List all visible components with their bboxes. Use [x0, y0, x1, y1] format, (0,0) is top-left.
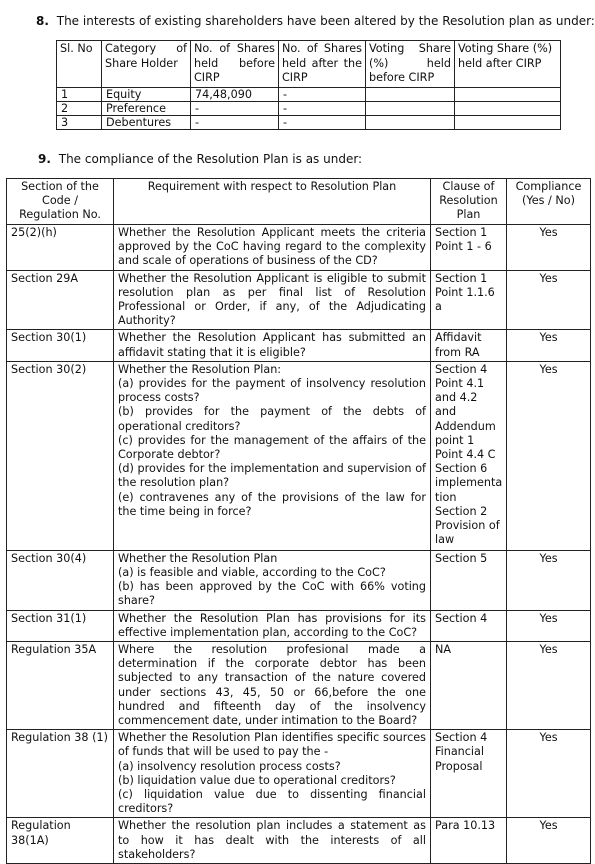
requirement-item: Whether the Resolution Plan identifies specific sources of funds that will be used to pay the -	[118, 731, 426, 759]
section-9-heading	[38, 152, 362, 166]
section-cell: Section 30(1)	[7, 330, 114, 361]
requirement-item: Whether the Resolution Plan	[118, 551, 278, 565]
clause-cell: Section 1 Point 1 - 6	[431, 225, 507, 271]
compliance-cell: Yes	[507, 225, 591, 271]
shareholders-table	[56, 40, 561, 130]
compliance-cell: Yes	[507, 610, 591, 641]
requirement-item: (a) provides for the payment of insolvency resolution process costs?	[118, 377, 426, 405]
header-section: Section of the Code / Regulation No.	[7, 179, 114, 225]
compliance-row	[7, 818, 591, 864]
section-cell: Section 30(2)	[7, 361, 114, 550]
header-clause: Clause of Resolution Plan	[431, 179, 507, 225]
shares-before-cell: -	[191, 102, 279, 116]
requirement-cell: Where the resolution profesional made a determination if the corporate debtor has been subjected to any transaction of the nature covered under sections 43, 45, 50 or 66,before the one hundred and fifteenth day of the insolvency commencement date, under intimation to the Board?	[114, 642, 431, 730]
requirement-cell: Whether the Resolution Plan has provisions for its effective implementation plan, according to the CoC?	[114, 610, 431, 641]
shares-after-cell: -	[279, 102, 366, 116]
compliance-cell: Yes	[507, 330, 591, 361]
header-shares-before: No. of Shares held before CIRP	[191, 41, 279, 88]
requirement-item: (d) provides for the implementation and supervision of the resolution plan?	[118, 462, 426, 490]
requirement-item: (a) insolvency resolution process costs?	[118, 759, 341, 773]
section-9-number: 9.	[38, 152, 51, 166]
compliance-header-row	[7, 179, 591, 225]
requirement-cell: Whether the Resolution Applicant is eligible to submit resolution plan as per final list of Resolution Professional or Order, if any, of the Adjudicating Authority?	[114, 270, 431, 330]
compliance-cell: Yes	[507, 361, 591, 550]
shares-after-cell: -	[279, 88, 366, 102]
requirement-item: (c) provides for the management of the affairs of the Corporate debtor?	[118, 433, 426, 462]
clause-cell: Section 1 Point 1.1.6 a	[431, 270, 507, 330]
section-8-heading	[36, 14, 595, 28]
compliance-row	[7, 610, 591, 641]
compliance-cell: Yes	[507, 270, 591, 330]
requirement-item: (c) liquidation value due to dissenting financial creditors?	[118, 788, 426, 816]
section-cell: Section 30(4)	[7, 550, 114, 610]
voting-after-cell	[455, 88, 561, 102]
requirement-item: (b) has been approved by the CoC with 66% voting share?	[118, 580, 426, 608]
header-compliance: Compliance (Yes / No)	[507, 179, 591, 225]
requirement-cell: Whether the resolution plan includes a statement as to how it has dealt with the interests of all stakeholders?	[114, 818, 431, 864]
compliance-row	[7, 730, 591, 818]
category-cell: Equity	[102, 88, 191, 102]
shareholder-row	[57, 116, 561, 130]
compliance-row	[7, 550, 591, 610]
requirement-item: Whether the Resolution Plan:	[118, 362, 282, 376]
clause-cell: Section 4	[431, 610, 507, 641]
compliance-row	[7, 361, 591, 550]
clause-cell: Affidavit from RA	[431, 330, 507, 361]
compliance-cell: Yes	[507, 730, 591, 818]
compliance-row	[7, 642, 591, 730]
header-sl-no: Sl. No	[57, 41, 102, 88]
clause-cell: NA	[431, 642, 507, 730]
section-8-title: The interests of existing shareholders have been altered by the Resolution plan as under:	[56, 14, 595, 28]
section-cell: Regulation 38(1A)	[7, 818, 114, 864]
voting-after-cell	[455, 116, 561, 130]
category-cell: Debentures	[102, 116, 191, 130]
shares-after-cell: -	[279, 116, 366, 130]
compliance-cell: Yes	[507, 550, 591, 610]
compliance-row	[7, 330, 591, 361]
shares-before-cell: -	[191, 116, 279, 130]
requirement-item: (e) contravenes any of the provisions of the law for the time being in force?	[118, 490, 426, 518]
clause-cell: Para 10.13	[431, 818, 507, 864]
clause-cell: Section 5	[431, 550, 507, 610]
requirement-cell	[114, 361, 431, 550]
voting-before-cell	[366, 102, 455, 116]
header-voting-after: Voting Share (%) held after CIRP	[455, 41, 561, 88]
voting-after-cell	[455, 102, 561, 116]
requirement-item: (b) liquidation value due to operational creditors?	[118, 773, 396, 787]
requirement-item: (a) is feasible and viable, according to the CoC?	[118, 566, 386, 580]
section-cell: Section 29A	[7, 270, 114, 330]
requirement-cell: Whether the Resolution Applicant has submitted an affidavit stating that it is eligible?	[114, 330, 431, 361]
section-cell: Section 31(1)	[7, 610, 114, 641]
shares-before-cell: 74,48,090	[191, 88, 279, 102]
header-voting-before: Voting Share (%) held before CIRP	[366, 41, 455, 88]
section-8-number: 8.	[36, 14, 49, 28]
compliance-row	[7, 270, 591, 330]
requirement-item: (b) provides for the payment of the debts of operational creditors?	[118, 405, 426, 433]
category-cell: Preference	[102, 102, 191, 116]
sl-no-cell: 1	[57, 88, 102, 102]
sl-no-cell: 2	[57, 102, 102, 116]
compliance-cell: Yes	[507, 818, 591, 864]
sl-no-cell: 3	[57, 116, 102, 130]
shareholders-header-row	[57, 41, 561, 88]
shareholder-row	[57, 88, 561, 102]
compliance-cell: Yes	[507, 642, 591, 730]
section-cell: 25(2)(h)	[7, 225, 114, 271]
section-cell: Regulation 38 (1)	[7, 730, 114, 818]
header-shares-after: No. of Shares held after the CIRP	[279, 41, 366, 88]
requirement-cell: Whether the Resolution Applicant meets the criteria approved by the CoC having regard to the complexity and scale of operations of business of the CD?	[114, 225, 431, 271]
shareholder-row	[57, 102, 561, 116]
requirement-cell	[114, 550, 431, 610]
compliance-table	[6, 178, 591, 864]
header-category: Category of Share Holder	[102, 41, 191, 88]
clause-cell: Section 4 Point 4.1 and 4.2 and Addendum point 1 Point 4.4 C Section 6 implementa tion Section 2 Provision of law	[431, 361, 507, 550]
header-requirement: Requirement with respect to Resolution Plan	[114, 179, 431, 225]
voting-before-cell	[366, 88, 455, 102]
compliance-row	[7, 225, 591, 271]
clause-cell: Section 4 Financial Proposal	[431, 730, 507, 818]
section-9-title: The compliance of the Resolution Plan is as under:	[58, 152, 363, 166]
section-cell: Regulation 35A	[7, 642, 114, 730]
requirement-cell	[114, 730, 431, 818]
voting-before-cell	[366, 116, 455, 130]
